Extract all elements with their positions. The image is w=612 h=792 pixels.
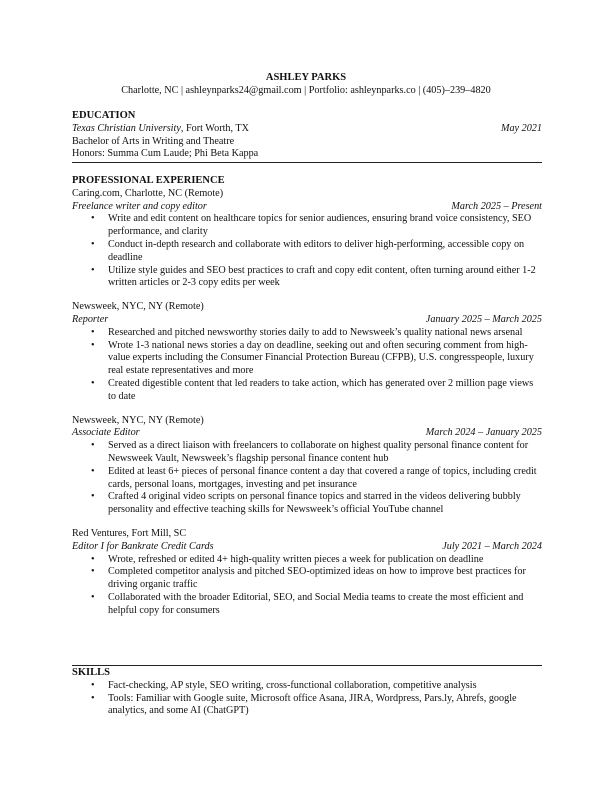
school-location: , Fort Worth, TX: [180, 122, 249, 134]
bullet-item: • Researched and pitched newsworthy stories daily to add to Newsweek’s quality national news arsenal: [108, 327, 542, 340]
job-dates: January 2025 – March 2025: [425, 313, 542, 325]
bullet-item: • Wrote 1-3 national news stories a day on deadline, seeking out and often securing comment from high-value experts including the Consumer Financial Protection Bureau (CFPB), U.S. congresspeople, luxury real estate representatives and more: [108, 340, 542, 378]
job-company: Newsweek, NYC, NY (Remote): [72, 414, 204, 426]
graduation-date: May 2021: [500, 122, 542, 134]
job-entry: [72, 415, 542, 517]
bullet-item: • Utilize style guides and SEO best practices to craft and copy edit content, often turning around either 1-2 written articles or 2-3 copy edits per week: [108, 265, 542, 291]
experience-divider: [72, 665, 542, 666]
skills-list: [72, 680, 542, 718]
education-school-line: [72, 123, 249, 136]
honors: Honors: Summa Cum Laude; Phi Beta Kappa: [72, 148, 259, 160]
bullet-item: • Edited at least 6+ pieces of personal finance content a day that covered a range of topics, including credit cards, personal loans, mortgages, investing and pet insurance: [108, 466, 542, 492]
job-bullets: [72, 327, 542, 404]
job-entry: [72, 528, 542, 618]
school-name: Texas Christian University: [72, 122, 181, 134]
skills-title: SKILLS: [72, 667, 110, 678]
bullet-item: • Wrote, refreshed or edited 4+ high-quality written pieces a week for publication on deadline: [108, 554, 542, 567]
job-dates: July 2021 – March 2024: [442, 540, 542, 552]
skill-item: • Tools: Familiar with Google suite, Microsoft office Asana, JIRA, Wordpress, Pars.ly, Ahrefs, google analytics, and some AI (ChatGPT): [108, 693, 542, 719]
job-role-row: [72, 427, 542, 440]
experience-section: [72, 175, 542, 618]
job-role-row: [72, 201, 542, 214]
degree: Bachelor of Arts in Writing and Theatre: [72, 135, 235, 147]
job-entry: [72, 188, 542, 290]
job-role: Associate Editor: [72, 427, 140, 439]
job-bullets: [72, 554, 542, 618]
bullet-item: • Write and edit content on healthcare topics for senior audiences, ensuring brand voice consistency, SEO performance, and clarity: [108, 213, 542, 239]
education-divider: [72, 162, 542, 163]
education-section: [72, 110, 542, 161]
bullet-item: • Completed competitor analysis and pitched SEO-optimized ideas on how to improve best practices for driving organic traffic: [108, 566, 542, 592]
education-title: EDUCATION: [72, 110, 136, 121]
job-dates: March 2024 – January 2025: [425, 427, 542, 439]
resume-name: ASHLEY PARKS: [265, 72, 347, 83]
education-row: [72, 123, 542, 136]
bullet-item: • Served as a direct liaison with freelancers to collaborate on highest quality personal finance content for Newsweek Vault, Newsweek’s flagship personal finance content hub: [108, 440, 542, 466]
skills-section: [72, 667, 542, 718]
job-dates: March 2025 – Present: [451, 200, 542, 212]
bullet-item: • Collaborated with the broader Editorial, SEO, and Social Media teams to create the most efficient and helpful copy for consumers: [108, 592, 542, 618]
bullet-item: • Crafted 4 original video scripts on personal finance topics and starred in the videos delivering bubbly personality and effective teaching skills for Newsweek’s official YouTube channel: [108, 491, 542, 517]
contact-line: Charlotte, NC | ashleynparks24@gmail.com | Portfolio: ashleynparks.co | (405)–239–4820: [121, 85, 491, 96]
job-role-row: [72, 314, 542, 327]
experience-title: PROFESSIONAL EXPERIENCE: [72, 175, 225, 186]
job-role: Reporter: [72, 313, 109, 325]
skill-item: • Fact-checking, AP style, SEO writing, cross-functional collaboration, competitive analysis: [108, 680, 542, 693]
job-role: Freelance writer and copy editor: [72, 200, 207, 212]
job-role-row: [72, 541, 542, 554]
job-company: Red Ventures, Fort Mill, SC: [72, 527, 187, 539]
job-bullets: [72, 213, 542, 290]
bullet-item: • Conduct in-depth research and collaborate with editors to deliver high-performing, accessible copy on deadline: [108, 239, 542, 265]
bullet-item: • Created digestible content that led readers to take action, which has generated over 2 million page views to date: [108, 378, 542, 404]
job-role: Editor I for Bankrate Credit Cards: [72, 540, 214, 552]
job-bullets: [72, 440, 542, 517]
job-entry: [72, 301, 542, 403]
job-list: [72, 188, 542, 618]
job-company: Newsweek, NYC, NY (Remote): [72, 301, 204, 313]
job-company: Caring.com, Charlotte, NC (Remote): [72, 187, 224, 199]
